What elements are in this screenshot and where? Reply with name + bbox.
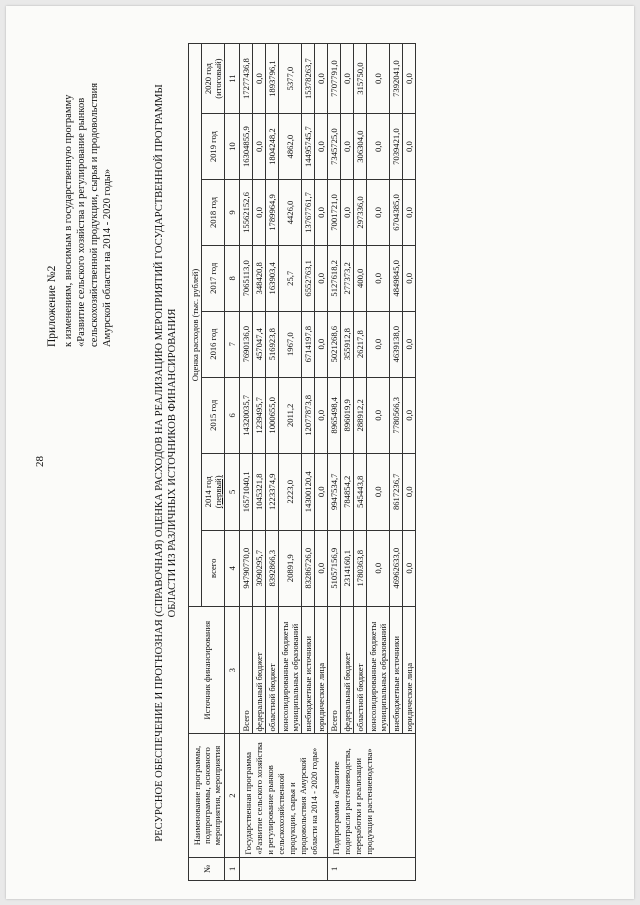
col-2020-header: 2020 год (итоговый) (202, 44, 225, 114)
amount-cell: 400,0 (354, 245, 367, 311)
amount-cell: 1239495,7 (253, 377, 266, 453)
document-heading: РЕСУРСНОЕ ОБЕСПЕЧЕНИЕ И ПРОГНОЗНАЯ (СПРАВОЧНАЯ) ОЦЕНКА РАСХОДОВ НА РЕАЛИЗАЦИЮ МЕРОПРИЯТИЙ ГОСУДАРСТВЕННОЙ ПРОГРАММЫ ОБЛАСТИ ИЗ РАЗЛИЧНЫХ ИСТОЧНИКОВ ФИНАНСИРОВАНИЯ (154, 84, 178, 842)
amount-cell: 51057156,9 (328, 530, 341, 606)
amount-cell: 1223374,9 (266, 454, 279, 530)
amount-cell: 1045321,8 (253, 454, 266, 530)
amount-cell: 0,0 (315, 245, 328, 311)
column-index-cell: 7 (225, 311, 240, 377)
amount-cell: 784854,2 (341, 454, 354, 530)
amount-cell: 7392041,0 (390, 44, 403, 114)
amount-cell: 20891,9 (279, 530, 302, 606)
amount-cell: 1967,0 (279, 311, 302, 377)
funding-source-cell: федеральный бюджет (253, 606, 266, 733)
appendix-block (46, 47, 114, 347)
amount-cell: 7001721,0 (328, 180, 341, 246)
row-number-cell (240, 857, 328, 880)
table-body (240, 44, 416, 881)
amount-cell: 545443,8 (354, 454, 367, 530)
funding-source-cell: консолидированные бюджеты муниципальных образований (367, 606, 390, 733)
amount-cell: 1893796,1 (266, 44, 279, 114)
amount-cell: 46962633,0 (390, 530, 403, 606)
table-row (240, 44, 253, 881)
amount-cell: 26217,8 (354, 311, 367, 377)
amount-cell: 0,0 (315, 180, 328, 246)
col-source-header: Источник финансирования (189, 606, 225, 733)
funding-source-cell: внебюджетные источники (390, 606, 403, 733)
amount-cell: 9947534,7 (328, 454, 341, 530)
amount-cell: 2223,0 (279, 454, 302, 530)
amount-cell: 6552763,1 (302, 245, 315, 311)
amount-cell: 516923,8 (266, 311, 279, 377)
amount-cell: 8392866,3 (266, 530, 279, 606)
column-index-cell: 6 (225, 377, 240, 453)
amount-cell: 0,0 (315, 377, 328, 453)
amount-cell: 7707791,0 (328, 44, 341, 114)
funding-source-cell: областной бюджет (266, 606, 279, 733)
amount-cell: 288912,2 (354, 377, 367, 453)
amount-cell: 0,0 (315, 530, 328, 606)
amount-cell: 25,7 (279, 245, 302, 311)
rotated-content (6, 6, 634, 899)
amount-cell: 315750,0 (354, 44, 367, 114)
amount-cell: 0,0 (253, 114, 266, 180)
amount-cell: 4849845,0 (390, 245, 403, 311)
amount-cell: 7065113,0 (240, 245, 253, 311)
amount-cell: 16571040,1 (240, 454, 253, 530)
amount-cell: 0,0 (367, 377, 390, 453)
amount-cell: 0,0 (403, 530, 416, 606)
column-index-cell: 5 (225, 454, 240, 530)
amount-cell: 0,0 (403, 180, 416, 246)
amount-cell: 4426,0 (279, 180, 302, 246)
program-name-cell: Государственная программа «Развитие сельского хозяйства и регулирование рынков сельскохозяйственной продукции, сырья и продовольствия Амурской области на 2014 - 2020 годы» (240, 734, 328, 857)
amount-cell: 0,0 (315, 454, 328, 530)
column-index-cell: 2 (225, 734, 240, 857)
col-2019-header: 2019 год (202, 114, 225, 180)
amount-cell: 0,0 (315, 311, 328, 377)
amount-cell: 0,0 (367, 454, 390, 530)
amount-cell: 5377,0 (279, 44, 302, 114)
funding-source-cell: внебюджетные источники (302, 606, 315, 733)
amount-cell: 1789964,9 (266, 180, 279, 246)
column-index-cell: 4 (225, 530, 240, 606)
program-name-cell: Подпрограмма «Развитие подотрасли растениеводства, переработки и реализации продукции растениеводства» (328, 734, 416, 857)
amount-cell: 896019,9 (341, 377, 354, 453)
amount-cell: 0,0 (315, 114, 328, 180)
amount-cell: 457047,4 (253, 311, 266, 377)
amount-cell: 14320035,7 (240, 377, 253, 453)
amount-cell: 17277436,8 (240, 44, 253, 114)
amount-cell: 0,0 (403, 377, 416, 453)
amount-cell: 163903,4 (266, 245, 279, 311)
amount-cell: 15378263,7 (302, 44, 315, 114)
amount-cell: 6714197,8 (302, 311, 315, 377)
table-header (189, 44, 240, 881)
amount-cell: 3090295,7 (253, 530, 266, 606)
amount-cell: 6704385,0 (390, 180, 403, 246)
funding-source-cell: юридические лица (315, 606, 328, 733)
column-index-cell: 10 (225, 114, 240, 180)
amount-cell: 15562152,6 (240, 180, 253, 246)
amount-cell: 14300120,4 (302, 454, 315, 530)
amount-cell: 14495745,7 (302, 114, 315, 180)
amount-cell: 0,0 (367, 311, 390, 377)
column-index-cell: 8 (225, 245, 240, 311)
amount-cell: 306304,0 (354, 114, 367, 180)
funding-source-cell: федеральный бюджет (341, 606, 354, 733)
estimate-header: Оценка расходов (тыс. рублей) (189, 44, 202, 607)
funding-source-cell: областной бюджет (354, 606, 367, 733)
amount-cell: 2314160,1 (341, 530, 354, 606)
amount-cell: 94790770,0 (240, 530, 253, 606)
column-index-cell: 11 (225, 44, 240, 114)
amount-cell: 1804248,2 (266, 114, 279, 180)
amount-cell: 0,0 (403, 245, 416, 311)
amount-cell: 0,0 (367, 180, 390, 246)
amount-cell: 13767761,7 (302, 180, 315, 246)
amount-cell: 8965498,4 (328, 377, 341, 453)
amount-cell: 0,0 (253, 44, 266, 114)
col-no-header: № (189, 857, 225, 880)
column-index-cell: 3 (225, 606, 240, 733)
amount-cell: 297336,0 (354, 180, 367, 246)
row-number-cell: 1 (328, 857, 416, 880)
amount-cell: 8617236,7 (390, 454, 403, 530)
amount-cell: 0,0 (367, 530, 390, 606)
amount-cell: 4862,0 (279, 114, 302, 180)
column-index-row (225, 44, 240, 881)
amount-cell: 7690136,0 (240, 311, 253, 377)
appendix-text: к изменениям, вносимым в государственную программу «Развитие сельского хозяйства и регулирование рынков сельскохозяйственной продукции, сырья и продовольствия Амурской области на 2014 - 2020 годы» (63, 82, 113, 347)
page-number: 28 (34, 456, 46, 467)
amount-cell: 0,0 (403, 114, 416, 180)
column-index-cell: 1 (225, 857, 240, 880)
funding-table (188, 43, 416, 881)
col-total-header: всего (202, 530, 225, 606)
amount-cell: 0,0 (253, 180, 266, 246)
col-2017-header: 2017 год (202, 245, 225, 311)
amount-cell: 0,0 (367, 245, 390, 311)
col-2015-header: 2015 год (202, 377, 225, 453)
amount-cell: 0,0 (403, 44, 416, 114)
amount-cell: 5127618,2 (328, 245, 341, 311)
funding-source-cell: юридические лица (403, 606, 416, 733)
amount-cell: 7039421,0 (390, 114, 403, 180)
amount-cell: 0,0 (403, 454, 416, 530)
amount-cell: 0,0 (367, 114, 390, 180)
col-2018-header: 2018 год (202, 180, 225, 246)
amount-cell: 12077873,8 (302, 377, 315, 453)
amount-cell: 0,0 (315, 44, 328, 114)
funding-source-cell: Всего (328, 606, 341, 733)
amount-cell: 7345725,0 (328, 114, 341, 180)
column-index-cell: 9 (225, 180, 240, 246)
amount-cell: 5021268,6 (328, 311, 341, 377)
amount-cell: 355912,8 (341, 311, 354, 377)
amount-cell: 277373,2 (341, 245, 354, 311)
col-name-header: Наименование программы, подпрограммы, основного мероприятия, мероприятия (189, 734, 225, 857)
amount-cell: 2011,2 (279, 377, 302, 453)
amount-cell: 83286726,0 (302, 530, 315, 606)
amount-cell: 1000655,0 (266, 377, 279, 453)
appendix-title: Приложение №2 (46, 265, 58, 347)
amount-cell: 0,0 (403, 311, 416, 377)
amount-cell: 0,0 (341, 44, 354, 114)
funding-source-cell: консолидированные бюджеты муниципальных образований (279, 606, 302, 733)
amount-cell: 1780363,8 (354, 530, 367, 606)
amount-cell: 7780566,3 (390, 377, 403, 453)
amount-cell: 4639138,0 (390, 311, 403, 377)
amount-cell: 16304855,9 (240, 114, 253, 180)
amount-cell: 0,0 (367, 44, 390, 114)
document-page (6, 6, 634, 899)
amount-cell: 0,0 (341, 180, 354, 246)
funding-source-cell: Всего (240, 606, 253, 733)
amount-cell: 0,0 (341, 114, 354, 180)
col-2016-header: 2016 год (202, 311, 225, 377)
col-2014-header: 2014 год (первый) (202, 454, 225, 530)
amount-cell: 348420,8 (253, 245, 266, 311)
table-row (328, 44, 341, 881)
